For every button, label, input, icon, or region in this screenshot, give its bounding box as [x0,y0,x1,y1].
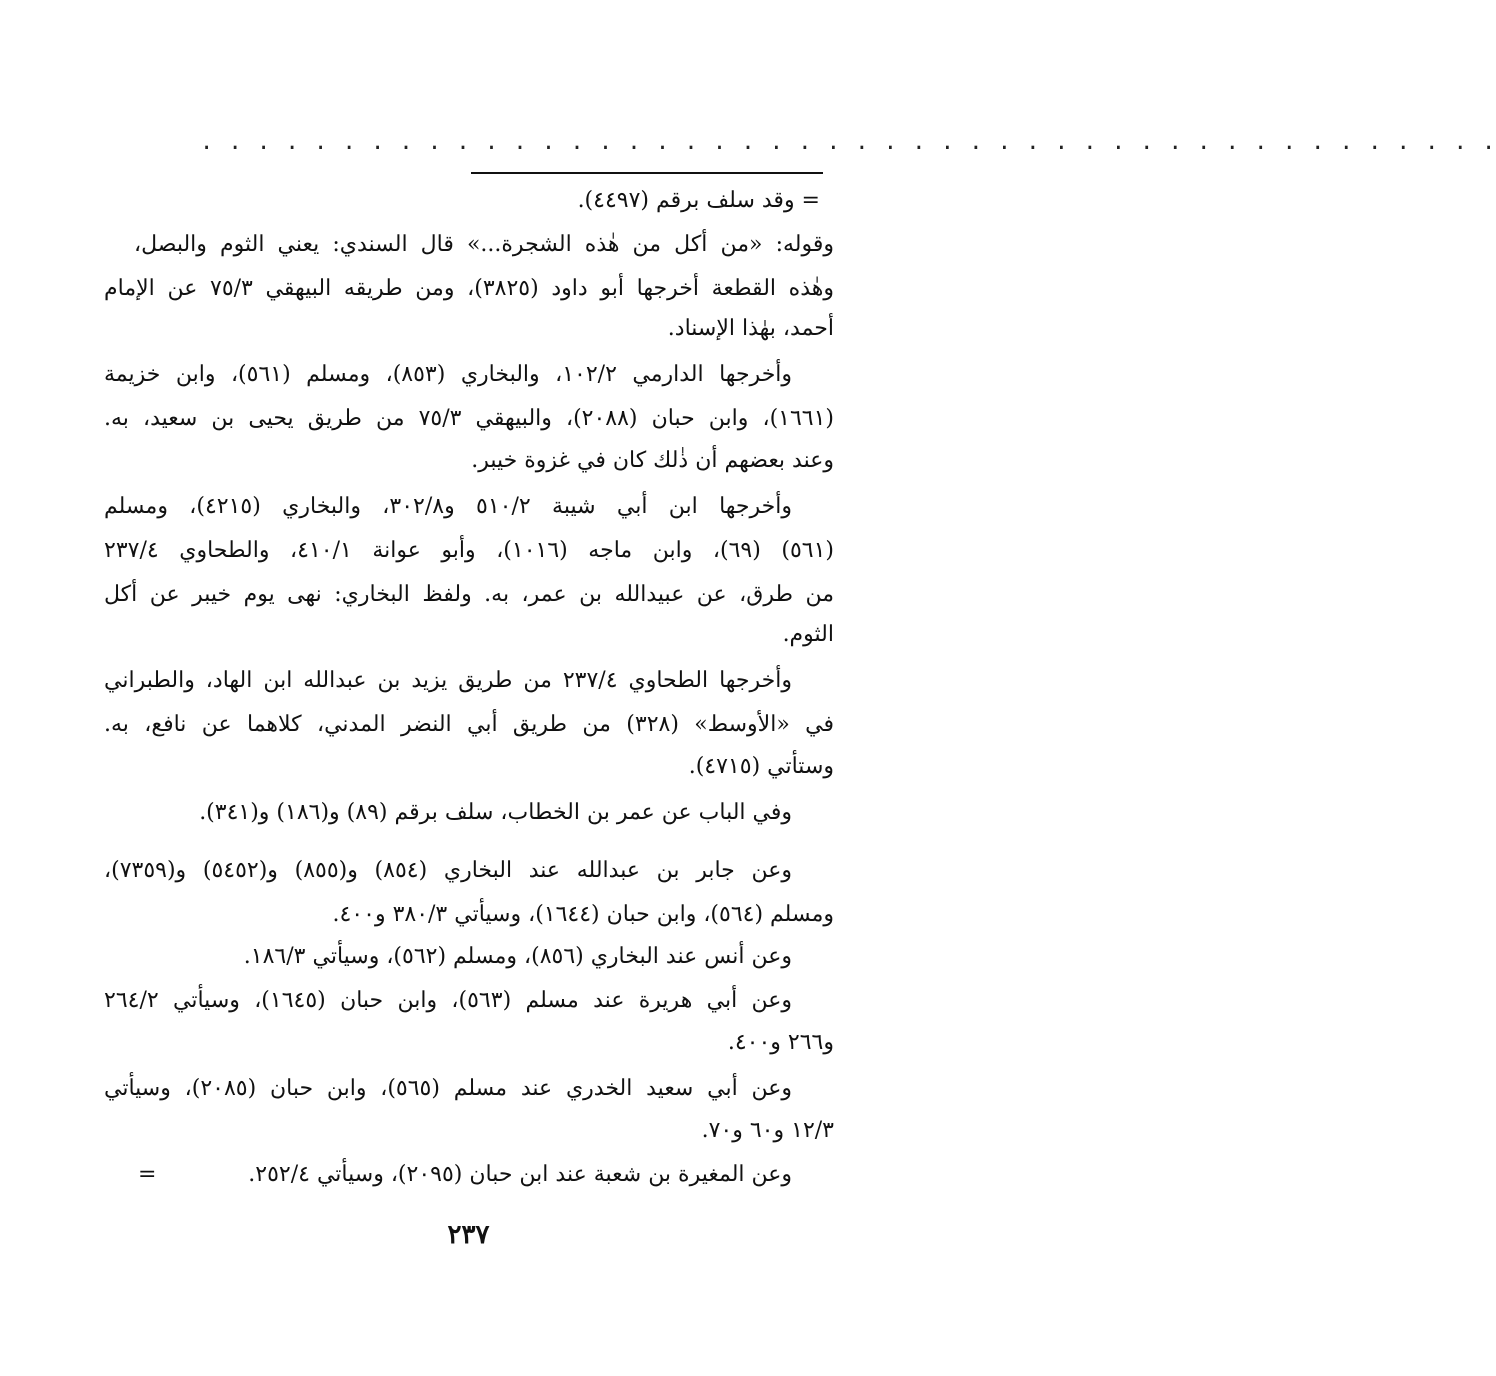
text-line: أحمد، بهٰذا الإسناد. [667,316,834,341]
text-line: من طرق، عن عبيدالله بن عمر، به. ولفظ البخاري: نهى يوم خيبر عن أكل [104,582,834,607]
text-line: و٢٦٦ و٤٠٠. [727,1030,834,1055]
text-line: وهٰذه القطعة أخرجها أبو داود (٣٨٢٥)، ومن طريقه البيهقي ٧٥/٣ عن الإمام [104,276,834,301]
separator-dots: . . . . . . . . . . . . . . . . . . . . . . . . . . . . . . . . . . . . . . . . . . . . . . [200,130,1496,155]
text-line: (١٦٦١)، وابن حبان (٢٠٨٨)، والبيهقي ٧٥/٣ من طريق يحيى بن سعيد، به. [104,406,835,431]
text-line: ١٢/٣ و٦٠ و٧٠. [701,1118,834,1143]
text-line: وعند بعضهم أن ذٰلك كان في غزوة خيبر. [471,448,834,473]
text-line: وأخرجها الدارمي ١٠٢/٢، والبخاري (٨٥٣)، ومسلم (٥٦١)، وابن خزيمة [104,362,793,387]
text-line: وعن أبي سعيد الخدري عند مسلم (٥٦٥)، وابن حبان (٢٠٨٥)، وسيأتي [104,1076,793,1101]
text-line: = وقد سلف برقم (٤٤٩٧). [577,188,820,213]
text-line: (٥٦١) (٦٩)، وابن ماجه (١٠١٦)، وأبو عوانة ٤١٠/١، والطحاوي ٢٣٧/٤ [104,538,834,563]
text-line: وعن المغيرة بن شعبة عند ابن حبان (٢٠٩٥)، وسيأتي ٢٥٢/٤. [248,1162,792,1187]
footnote-rule [471,172,823,174]
text-line: وأخرجها ابن أبي شيبة ٥١٠/٢ و٣٠٢/٨، والبخاري (٤٢١٥)، ومسلم [104,494,792,519]
page-number: ٢٣٧ [447,1220,490,1250]
text-line: وعن أنس عند البخاري (٨٥٦)، ومسلم (٥٦٢)، وسيأتي ١٨٦/٣. [243,944,792,969]
text-line: وستأتي (٤٧١٥). [688,754,834,779]
text-line: ومسلم (٥٦٤)، وابن حبان (١٦٤٤)، وسيأتي ٣٨٠/٣ و٤٠٠. [332,902,834,927]
text-line: وفي الباب عن عمر بن الخطاب، سلف برقم (٨٩) و(١٨٦) و(٣٤١). [199,800,792,825]
text-line: وقوله: «من أكل من هٰذه الشجرة...» قال السندي: يعني الثوم والبصل، [134,232,834,257]
text-line: وعن جابر بن عبدالله عند البخاري (٨٥٤) و(٨٥٥) و(٥٤٥٢) و(٧٣٥٩)، [104,858,792,883]
text-line: في «الأوسط» (٣٢٨) من طريق أبي النضر المدني، كلاهما عن نافع، به. [104,712,834,737]
text-line: الثوم. [782,622,834,647]
text-line: وعن أبي هريرة عند مسلم (٥٦٣)، وابن حبان (١٦٤٥)، وسيأتي ٢٦٤/٢ [104,988,793,1013]
continuation-mark: = [138,1162,157,1187]
text-line: وأخرجها الطحاوي ٢٣٧/٤ من طريق يزيد بن عبدالله ابن الهاد، والطبراني [104,668,793,693]
